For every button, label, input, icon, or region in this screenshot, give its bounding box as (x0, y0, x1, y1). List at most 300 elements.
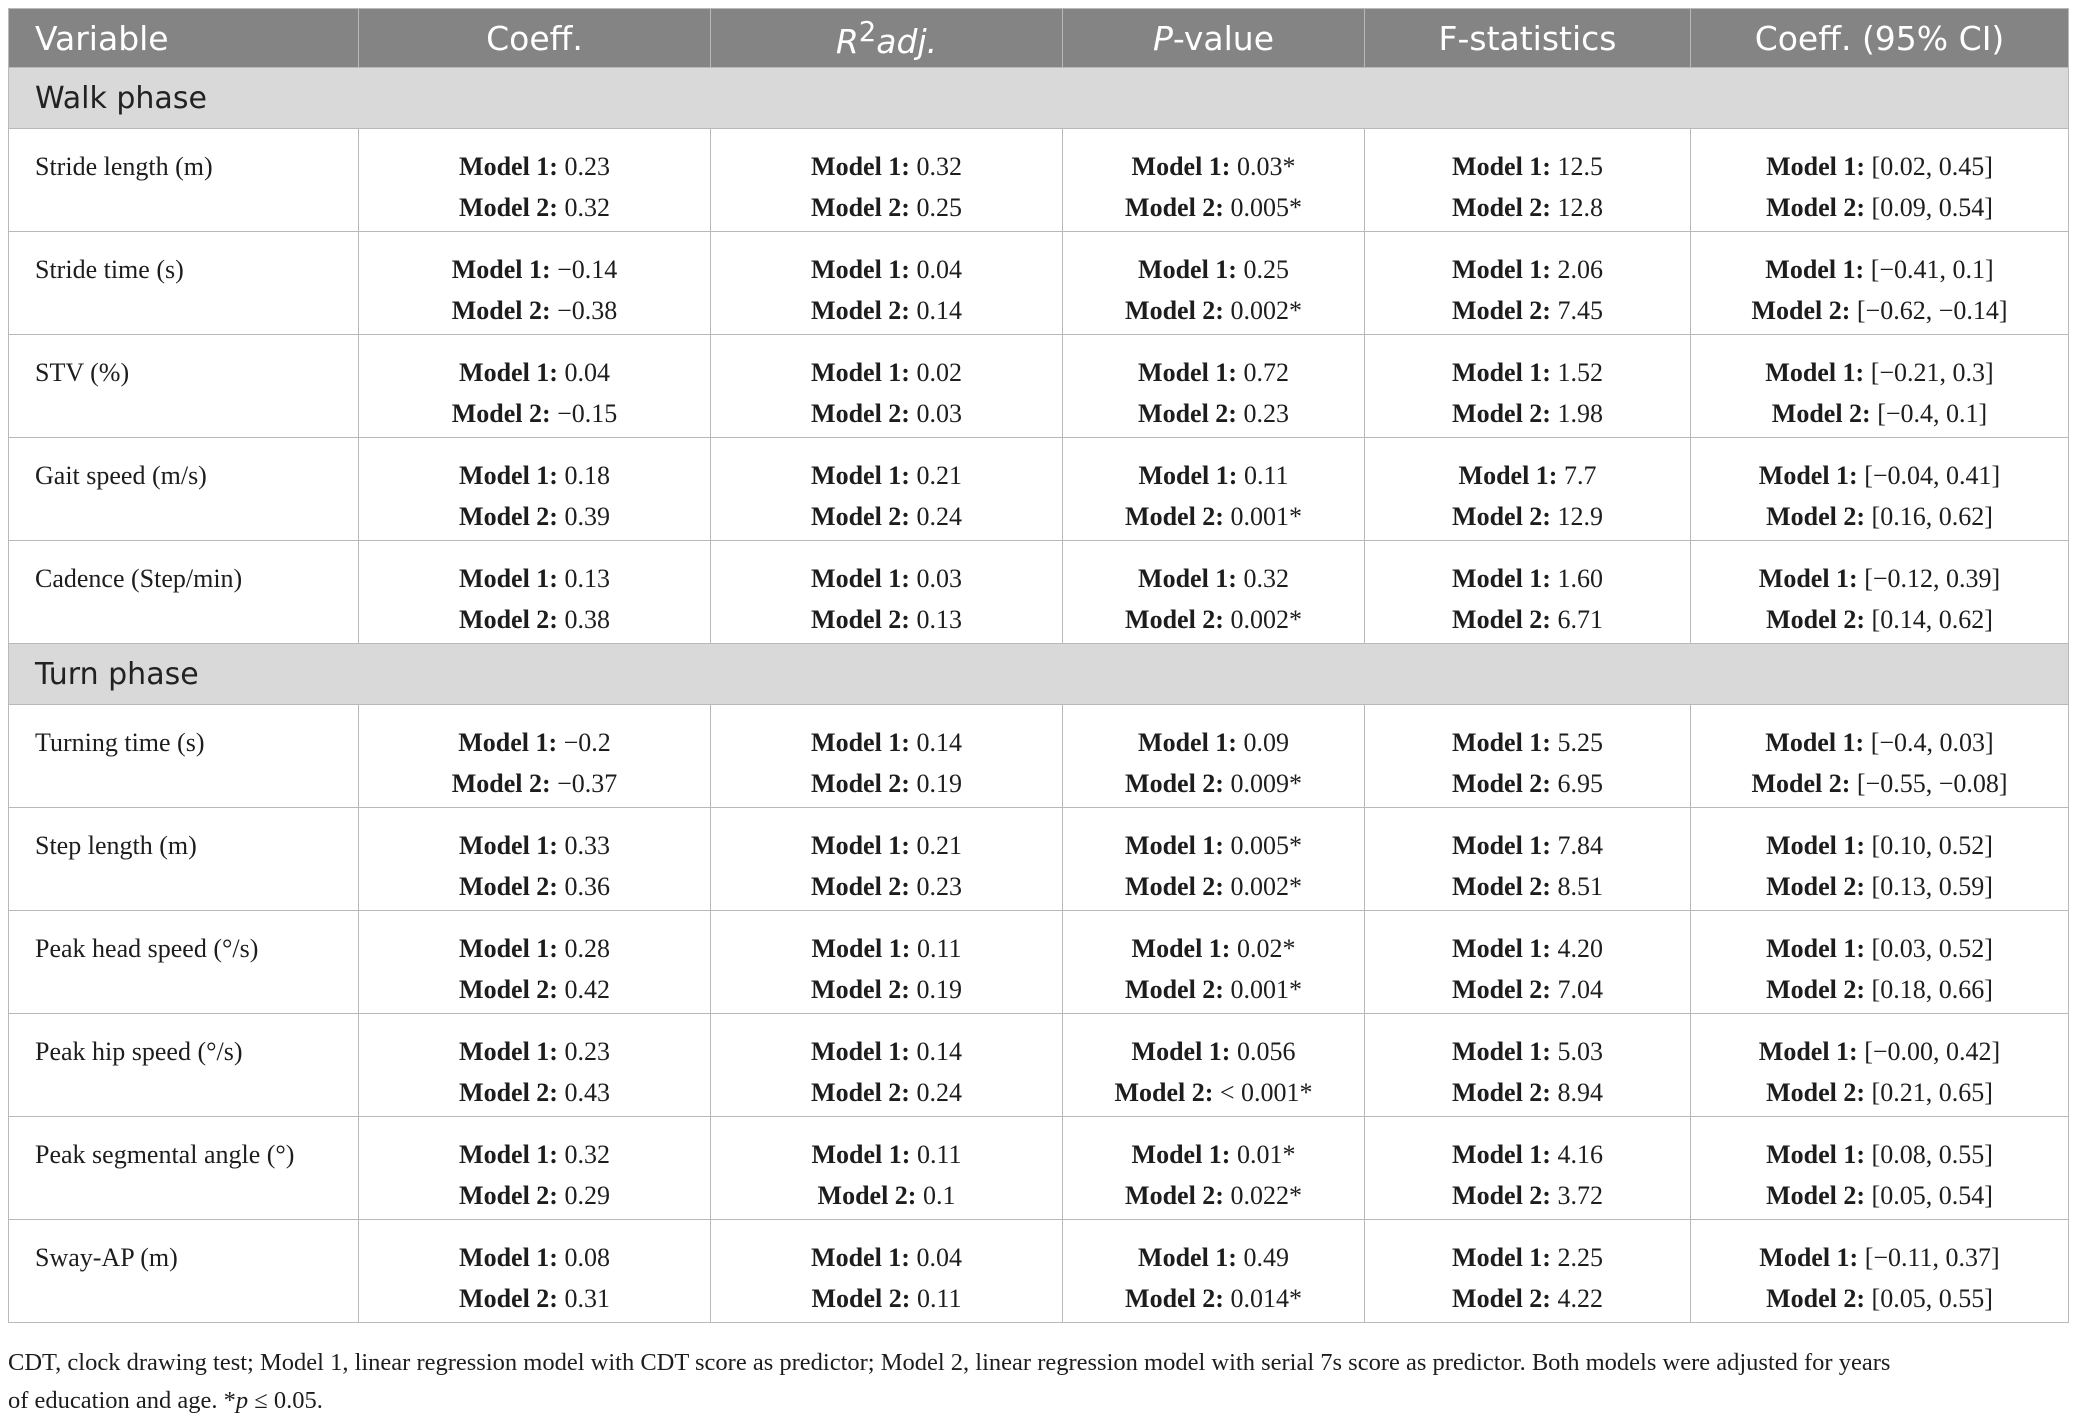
model-1-label: Model 1: (459, 934, 558, 963)
model-2-label: Model 2: (1114, 1078, 1214, 1107)
coeff-cell (359, 1014, 711, 1117)
model-2-line (1365, 866, 1690, 907)
model-1-label: Model 1: (459, 564, 558, 593)
header-row (9, 9, 2069, 68)
cell-content (1691, 808, 2068, 907)
cell-content (1365, 1220, 1690, 1319)
cell-content (1063, 129, 1364, 228)
model-1-line (1365, 352, 1690, 393)
fstat-cell (1365, 1220, 1691, 1323)
model-1-value: 0.13 (564, 564, 610, 593)
model-1-value: 0.11 (916, 1140, 962, 1169)
model-2-line (1365, 763, 1690, 804)
model-1-value: −0.2 (563, 728, 611, 757)
model-2-label: Model 2: (1766, 193, 1866, 222)
model-2-label: Model 2: (459, 975, 558, 1004)
model-2-line (1365, 599, 1690, 640)
coeff-cell (359, 232, 711, 335)
pvalue-cell (1063, 1014, 1365, 1117)
model-2-label: Model 2: (811, 769, 910, 798)
model-2-label: Model 2: (459, 1078, 558, 1107)
model-2-line (1365, 1175, 1690, 1216)
model-1-line (1691, 455, 2068, 496)
fstat-cell (1365, 335, 1691, 438)
model-1-value: 0.21 (916, 831, 962, 860)
cell-content (711, 911, 1062, 1010)
model-2-value: [0.05, 0.55] (1871, 1284, 1993, 1313)
model-2-label: Model 2: (811, 1078, 910, 1107)
fstat-cell (1365, 808, 1691, 911)
header-r-superscript: 2 (858, 15, 877, 48)
cell-content (1691, 705, 2068, 804)
coeff-cell (359, 335, 711, 438)
header-pvalue (1063, 9, 1365, 68)
model-1-label: Model 1: (459, 152, 558, 181)
model-1-line (1691, 352, 2068, 393)
model-1-value: 0.11 (916, 934, 962, 963)
model-2-line (1691, 1175, 2068, 1216)
model-2-value: 0.03 (916, 399, 962, 428)
model-1-label: Model 1: (811, 358, 910, 387)
model-1-value: 0.09 (1243, 728, 1289, 757)
model-2-label: Model 2: (1766, 975, 1866, 1004)
model-1-value: 0.28 (564, 934, 610, 963)
ci-cell (1691, 541, 2069, 644)
model-1-line (1063, 1031, 1364, 1072)
model-1-line (1365, 249, 1690, 290)
model-1-value: 0.32 (564, 1140, 610, 1169)
model-1-line (1691, 558, 2068, 599)
model-1-value: [−0.11, 0.37] (1864, 1243, 2000, 1272)
cell-content (359, 335, 710, 434)
fstat-cell (1365, 1117, 1691, 1220)
variable-cell (9, 1014, 359, 1117)
model-2-value: 12.8 (1557, 193, 1603, 222)
model-2-value: 0.29 (564, 1181, 610, 1210)
variable-label: Turning time (s) (35, 728, 205, 757)
cell-content (1691, 911, 2068, 1010)
model-2-line (1063, 496, 1364, 537)
cell-content (359, 129, 710, 228)
model-1-value: 4.20 (1557, 934, 1603, 963)
model-2-label: Model 2: (1766, 872, 1866, 901)
model-2-line (1063, 187, 1364, 228)
model-1-label: Model 1: (1138, 461, 1238, 490)
fstat-cell (1365, 232, 1691, 335)
model-1-label: Model 1: (459, 358, 558, 387)
model-2-label: Model 2: (1452, 1078, 1551, 1107)
r2adj-cell (711, 129, 1063, 232)
header-ci: Coeff. (95% CI) (1691, 9, 2069, 68)
model-1-line (359, 146, 710, 187)
model-2-line (711, 599, 1062, 640)
section-title: Walk phase (9, 68, 2069, 129)
model-1-value: 5.25 (1557, 728, 1603, 757)
model-2-value: 0.38 (564, 605, 610, 634)
model-1-line (711, 249, 1062, 290)
regression-results-table (8, 8, 2069, 1323)
cell-content (1063, 1117, 1364, 1216)
model-2-label: Model 2: (811, 399, 910, 428)
r2adj-cell (711, 1220, 1063, 1323)
model-1-label: Model 1: (459, 831, 558, 860)
cell-content (1691, 438, 2068, 537)
model-1-label: Model 1: (811, 831, 910, 860)
table-row (9, 335, 2069, 438)
coeff-cell (359, 705, 711, 808)
model-2-value: [−0.4, 0.1] (1877, 399, 1988, 428)
model-1-line (359, 928, 710, 969)
cell-content (1691, 129, 2068, 228)
coeff-cell (359, 129, 711, 232)
model-2-value: 0.39 (564, 502, 610, 531)
model-1-value: 7.84 (1557, 831, 1603, 860)
model-2-label: Model 2: (1766, 1078, 1866, 1107)
cell-content (1063, 808, 1364, 907)
table-row (9, 1014, 2069, 1117)
table-row (9, 808, 2069, 911)
model-1-label: Model 1: (1452, 1243, 1551, 1272)
table-body (9, 68, 2069, 1323)
footnote-line-1: CDT, clock drawing test; Model 1, linear regression model with CDT score as predictor; Model 2, linear regression model with serial 7s score as predictor. Both models were adjusted for years (8, 1349, 1891, 1376)
model-2-line (711, 187, 1062, 228)
model-1-line (711, 1237, 1062, 1278)
model-2-line (1063, 599, 1364, 640)
model-2-value: 0.001* (1230, 502, 1302, 531)
model-2-value: 0.24 (916, 502, 962, 531)
model-1-line (1365, 1134, 1690, 1175)
model-2-line (359, 1175, 710, 1216)
cell-content (1063, 438, 1364, 537)
model-2-line (359, 187, 710, 228)
model-1-line (1691, 1031, 2068, 1072)
table-row (9, 1117, 2069, 1220)
coeff-cell (359, 911, 711, 1014)
cell-content (1365, 808, 1690, 907)
pvalue-cell (1063, 335, 1365, 438)
model-1-label: Model 1: (811, 152, 910, 181)
model-2-value: [−0.62, −0.14] (1856, 296, 2008, 325)
model-1-value: 0.02* (1236, 934, 1296, 963)
model-2-value: 0.23 (1243, 399, 1289, 428)
model-1-value: 0.49 (1243, 1243, 1289, 1272)
footnote-part-b: ≤ 0.05. (248, 1387, 323, 1414)
model-2-value: 0.31 (564, 1284, 610, 1313)
model-2-label: Model 2: (811, 975, 910, 1004)
cell-content (711, 129, 1062, 228)
model-1-line (359, 722, 710, 763)
model-2-line (711, 290, 1062, 331)
model-2-label: Model 2: (1452, 1284, 1551, 1313)
model-2-value: 0.19 (916, 769, 962, 798)
model-1-line (711, 722, 1062, 763)
model-2-value: 0.13 (916, 605, 962, 634)
model-1-label: Model 1: (1452, 564, 1551, 593)
model-1-label: Model 1: (811, 461, 910, 490)
model-1-value: 0.14 (916, 728, 962, 757)
model-1-value: 0.01* (1236, 1140, 1296, 1169)
model-2-line (359, 1278, 710, 1319)
model-1-value: 0.32 (916, 152, 962, 181)
model-2-label: Model 2: (817, 1181, 917, 1210)
model-2-label: Model 2: (1766, 502, 1866, 531)
model-1-label: Model 1: (1758, 564, 1858, 593)
pvalue-cell (1063, 232, 1365, 335)
model-1-value: 0.23 (564, 152, 610, 181)
model-2-value: 6.71 (1557, 605, 1603, 634)
model-2-value: 0.005* (1230, 193, 1302, 222)
model-2-label: Model 2: (1766, 605, 1866, 634)
model-2-label: Model 2: (1452, 1181, 1551, 1210)
cell-content (711, 1117, 1062, 1216)
model-2-line (1365, 393, 1690, 434)
model-2-label: Model 2: (451, 399, 551, 428)
model-2-line (711, 496, 1062, 537)
model-2-line (1365, 187, 1690, 228)
header-adj: adj. (876, 21, 938, 61)
table-row (9, 705, 2069, 808)
model-2-line (1063, 866, 1364, 907)
model-2-value: < 0.001* (1219, 1078, 1313, 1107)
header-variable: Variable (9, 9, 359, 68)
model-2-line (1365, 290, 1690, 331)
variable-label: Step length (m) (35, 831, 197, 860)
pvalue-cell (1063, 705, 1365, 808)
model-1-value: 0.04 (916, 1243, 962, 1272)
model-1-label: Model 1: (1766, 152, 1866, 181)
model-2-value: 0.002* (1230, 296, 1302, 325)
r2adj-cell (711, 705, 1063, 808)
r2adj-cell (711, 438, 1063, 541)
model-1-value: [−0.04, 0.41] (1864, 461, 2001, 490)
variable-cell (9, 541, 359, 644)
model-2-value: 0.32 (564, 193, 610, 222)
pvalue-cell (1063, 438, 1365, 541)
model-2-label: Model 2: (1452, 502, 1551, 531)
model-2-line (711, 763, 1062, 804)
model-1-value: 0.005* (1230, 831, 1302, 860)
model-1-label: Model 1: (1766, 831, 1866, 860)
table-row (9, 232, 2069, 335)
model-2-value: 0.022* (1230, 1181, 1302, 1210)
header-value-suffix: -value (1172, 18, 1275, 58)
model-1-line (1365, 928, 1690, 969)
variable-cell (9, 705, 359, 808)
model-1-line (1691, 722, 2068, 763)
table-row (9, 541, 2069, 644)
header-p-symbol: P (1152, 18, 1173, 58)
model-2-value: 7.04 (1557, 975, 1603, 1004)
r2adj-cell (711, 911, 1063, 1014)
model-1-label: Model 1: (1765, 255, 1865, 284)
variable-label: STV (%) (35, 358, 130, 387)
model-2-label: Model 2: (451, 769, 551, 798)
cell-content (1063, 541, 1364, 640)
model-1-label: Model 1: (1452, 1037, 1551, 1066)
ci-cell (1691, 1220, 2069, 1323)
model-2-label: Model 2: (459, 1181, 558, 1210)
cell-content (359, 232, 710, 331)
model-1-value: 0.72 (1243, 358, 1289, 387)
model-1-line (1365, 558, 1690, 599)
model-1-label: Model 1: (1452, 152, 1551, 181)
model-2-value: [0.05, 0.54] (1871, 1181, 1993, 1210)
model-2-line (1365, 496, 1690, 537)
model-1-line (1063, 825, 1364, 866)
model-1-line (1365, 455, 1690, 496)
ci-cell (1691, 232, 2069, 335)
model-2-line (1691, 1072, 2068, 1113)
footnote-p-symbol: p (235, 1387, 249, 1414)
model-1-line (711, 455, 1062, 496)
model-2-line (359, 1072, 710, 1113)
model-1-label: Model 1: (459, 1243, 558, 1272)
cell-content (359, 1014, 710, 1113)
r2adj-cell (711, 1014, 1063, 1117)
model-2-value: −0.38 (557, 296, 618, 325)
model-2-value: 6.95 (1557, 769, 1603, 798)
model-2-line (1691, 290, 2068, 331)
fstat-cell (1365, 705, 1691, 808)
model-2-value: 0.43 (564, 1078, 610, 1107)
model-1-line (359, 1031, 710, 1072)
model-1-label: Model 1: (1458, 461, 1558, 490)
model-1-label: Model 1: (459, 461, 558, 490)
model-2-value: 0.1 (922, 1181, 956, 1210)
model-2-line (1063, 290, 1364, 331)
model-2-line (711, 866, 1062, 907)
model-1-label: Model 1: (1452, 728, 1551, 757)
model-2-line (359, 599, 710, 640)
variable-cell (9, 911, 359, 1014)
model-2-label: Model 2: (1452, 399, 1551, 428)
model-1-value: 0.04 (564, 358, 610, 387)
model-1-label: Model 1: (1131, 934, 1231, 963)
model-2-line (1691, 393, 2068, 434)
model-1-value: 5.03 (1557, 1037, 1603, 1066)
model-1-label: Model 1: (1452, 831, 1551, 860)
model-2-value: 0.11 (916, 1284, 962, 1313)
model-2-value: 1.98 (1557, 399, 1603, 428)
model-2-label: Model 2: (811, 502, 910, 531)
model-1-value: 0.11 (1243, 461, 1289, 490)
model-1-line (1063, 352, 1364, 393)
ci-cell (1691, 335, 2069, 438)
variable-cell (9, 232, 359, 335)
model-2-label: Model 2: (1771, 399, 1871, 428)
model-2-value: 8.94 (1557, 1078, 1603, 1107)
model-2-line (1063, 969, 1364, 1010)
header-coeff: Coeff. (359, 9, 711, 68)
fstat-cell (1365, 911, 1691, 1014)
table-row (9, 1220, 2069, 1323)
model-1-line (711, 825, 1062, 866)
model-1-label: Model 1: (1131, 1037, 1231, 1066)
cell-content (359, 911, 710, 1010)
table-row (9, 438, 2069, 541)
model-2-label: Model 2: (1125, 975, 1224, 1004)
model-1-line (1365, 1031, 1690, 1072)
ci-cell (1691, 705, 2069, 808)
cell-content (1691, 541, 2068, 640)
model-1-label: Model 1: (1125, 831, 1224, 860)
model-1-value: 0.33 (564, 831, 610, 860)
model-2-line (359, 866, 710, 907)
model-1-value: 7.7 (1563, 461, 1597, 490)
cell-content (1365, 1014, 1690, 1113)
model-1-label: Model 1: (459, 1037, 558, 1066)
model-2-value: 0.002* (1230, 872, 1302, 901)
variable-label: Cadence (Step/min) (35, 564, 243, 593)
cell-content (711, 1220, 1062, 1319)
section-title: Turn phase (9, 644, 2069, 705)
model-1-value: [−0.00, 0.42] (1864, 1037, 2001, 1066)
model-1-label: Model 1: (811, 728, 910, 757)
model-1-line (1365, 722, 1690, 763)
table-row (9, 911, 2069, 1014)
model-1-label: Model 1: (451, 255, 551, 284)
model-2-label: Model 2: (459, 193, 558, 222)
model-2-label: Model 2: (1751, 296, 1851, 325)
ci-cell (1691, 129, 2069, 232)
model-1-label: Model 1: (458, 728, 558, 757)
header-r2adj (711, 9, 1063, 68)
model-1-value: 0.23 (564, 1037, 610, 1066)
model-2-line (1691, 496, 2068, 537)
model-2-value: 4.22 (1557, 1284, 1603, 1313)
cell-content (1063, 232, 1364, 331)
model-1-label: Model 1: (1758, 461, 1858, 490)
model-2-label: Model 2: (459, 605, 558, 634)
model-2-value: 0.014* (1230, 1284, 1302, 1313)
model-2-label: Model 2: (1452, 296, 1551, 325)
model-2-value: 0.14 (916, 296, 962, 325)
model-2-value: [0.16, 0.62] (1871, 502, 1993, 531)
model-2-value: 0.42 (564, 975, 610, 1004)
model-1-value: 1.52 (1557, 358, 1603, 387)
variable-label: Sway-AP (m) (35, 1243, 178, 1272)
ci-cell (1691, 911, 2069, 1014)
model-2-value: [0.18, 0.66] (1871, 975, 1993, 1004)
model-2-line (1691, 969, 2068, 1010)
model-1-value: 2.06 (1557, 255, 1603, 284)
section-row (9, 68, 2069, 129)
cell-content (1063, 1014, 1364, 1113)
model-1-label: Model 1: (1765, 728, 1865, 757)
model-2-label: Model 2: (1125, 502, 1224, 531)
model-1-line (359, 455, 710, 496)
variable-cell (9, 438, 359, 541)
model-1-value: 12.5 (1557, 152, 1603, 181)
r2adj-cell (711, 541, 1063, 644)
model-2-value: [0.21, 0.65] (1871, 1078, 1993, 1107)
model-2-value: 0.36 (564, 872, 610, 901)
model-2-line (711, 1278, 1062, 1319)
model-2-value: [0.13, 0.59] (1871, 872, 1993, 901)
cell-content (1365, 438, 1690, 537)
model-2-value: [0.09, 0.54] (1871, 193, 1993, 222)
coeff-cell (359, 1220, 711, 1323)
model-2-label: Model 2: (811, 296, 910, 325)
cell-content (1365, 705, 1690, 804)
model-1-line (1063, 1134, 1364, 1175)
model-2-label: Model 2: (451, 296, 551, 325)
model-1-value: 0.21 (916, 461, 962, 490)
variable-label: Peak segmental angle (°) (35, 1140, 295, 1169)
model-1-value: 0.056 (1236, 1037, 1296, 1066)
model-2-line (1063, 1072, 1364, 1113)
model-2-line (359, 393, 710, 434)
